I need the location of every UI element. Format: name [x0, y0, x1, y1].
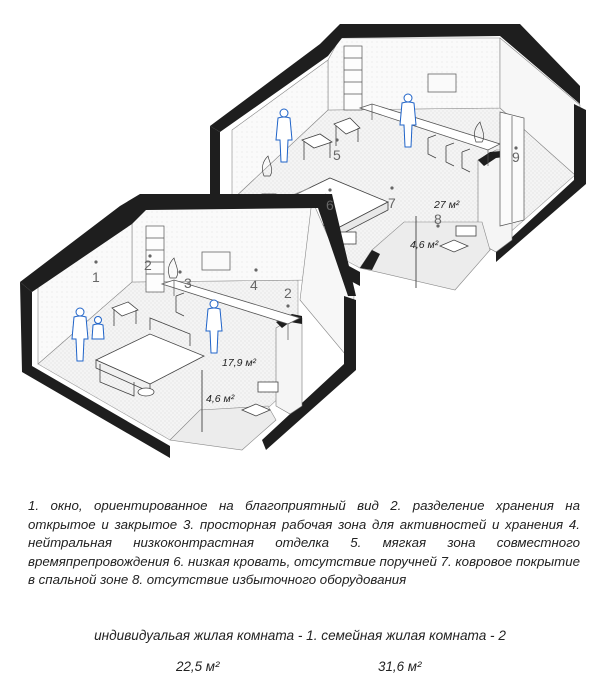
marker-8: 8: [434, 211, 442, 227]
individual-window: [202, 252, 230, 270]
legend-caption: 1. окно, ориентированное на благоприятный вид 2. разделение хранения на открытое и закрытое 3. просторная рабочая зона для активностей и хранения 4. нейтральная низкоконтрастная отделка 5. мягкая зона совместного времяпрепровождения 6. низкая кровать, отсутствие поручней 7. ковровое покрытие в спальной зоне 8. отсутствие избыточного оборудования: [28, 498, 580, 588]
marker-4: 4: [250, 277, 258, 293]
marker-6: 6: [326, 197, 334, 213]
marker-7: 7: [388, 195, 396, 211]
marker-2-right: 2: [284, 285, 292, 301]
individual-main-area: 17,9 м²: [222, 357, 257, 369]
individual-bath-area: 4,6 м²: [206, 393, 235, 405]
family-main-area: 27 м²: [434, 199, 460, 211]
family-wardrobe: [500, 112, 524, 226]
individual-bath-partition: [276, 316, 302, 414]
marker-9: 9: [512, 149, 520, 165]
marker-1: 1: [92, 269, 100, 285]
individual-room-block: [20, 194, 356, 458]
marker-3: 3: [184, 275, 192, 291]
individual-room-total-area: 22,5 м²: [176, 659, 220, 674]
family-bath-area: 4,6 м²: [410, 239, 439, 251]
individual-stool: [138, 388, 154, 396]
family-shelving: [344, 46, 362, 110]
family-room-total-area: 31,6 м²: [378, 659, 422, 674]
marker-2-left: 2: [144, 257, 152, 273]
family-window: [428, 74, 456, 92]
marker-5: 5: [333, 147, 341, 163]
room-types-subtitle: индивидуальая жилая комната - 1. семейная жилая комната - 2: [94, 628, 506, 643]
